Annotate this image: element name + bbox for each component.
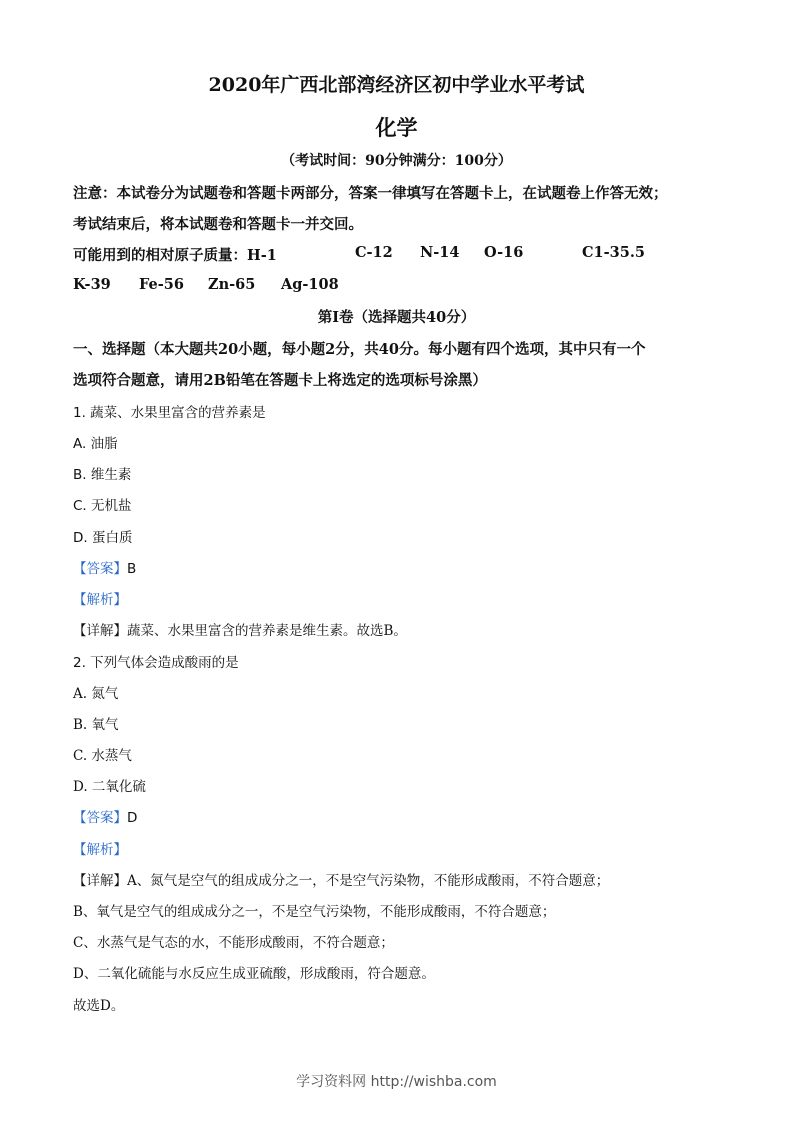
atomic-mass-item: C1-35.5 — [582, 244, 645, 261]
question-2-answer — [73, 806, 753, 826]
atomic-masses-label: 可能用到的相对原子质量：H-1 — [73, 247, 277, 264]
answer-tag: 【答案】 — [73, 810, 127, 826]
notice-line-1: 注意：本试卷分为试题卷和答题卡两部分，答案一律填写在答题卡上，在试题卷上作答无效； — [73, 185, 668, 202]
question-1-option-c: C. 无机盐 — [73, 498, 132, 514]
question-1-answer — [73, 557, 753, 577]
section-instruction-1: 一、选择题（本大题共20小题，每小题2分，共40分。每小题有四个选项，其中只有一个 — [73, 341, 646, 358]
subject-title: 化学 — [375, 115, 418, 140]
question-1-detail: 【详解】蔬菜、水果里富含的营养素是维生素。故选B。 — [73, 623, 407, 639]
question-1-option-a: A. 油脂 — [73, 436, 118, 452]
question-2-option-c: C. 水蒸气 — [73, 748, 132, 764]
atomic-mass-item: K-39 — [73, 276, 111, 293]
question-1-analysis-tag: 【解析】 — [73, 592, 127, 608]
atomic-masses-row-1 — [73, 244, 753, 264]
question-2-stem: 2. 下列气体会造成酸雨的是 — [73, 655, 239, 671]
question-1-option-b: B. 维生素 — [73, 467, 132, 483]
question-2-option-d: D. 二氧化硫 — [73, 779, 146, 795]
atomic-mass-item: O-16 — [484, 244, 524, 261]
exam-time-info: （考试时间：90分钟满分：100分） — [281, 153, 512, 169]
question-2-option-b: B. 氧气 — [73, 717, 119, 733]
atomic-mass-item: Zn-65 — [208, 276, 256, 293]
question-2-analysis-tag: 【解析】 — [73, 842, 127, 858]
notice-line-2: 考试结束后，将本试题卷和答题卡一并交回。 — [73, 216, 363, 233]
question-1-option-d: D. 蛋白质 — [73, 530, 133, 546]
question-2-detail-line: 【详解】A、氮气是空气的组成成分之一，不是空气污染物，不能形成酸雨，不符合题意； — [73, 873, 610, 889]
question-2-detail-line: 故选D。 — [73, 998, 125, 1014]
section-instruction-2: 选项符合题意，请用2B铅笔在答题卡上将选定的选项标号涂黑） — [73, 372, 487, 389]
page-footer-watermark: 学习资料网 http://wishba.com — [296, 1074, 497, 1090]
answer-value: D — [127, 810, 138, 826]
question-2-detail-line: D、二氧化硫能与水反应生成亚硫酸，形成酸雨，符合题意。 — [73, 966, 435, 982]
answer-tag: 【答案】 — [73, 561, 127, 577]
question-2-detail-line: B、氧气是空气的组成成分之一，不是空气污染物，不能形成酸雨，不符合题意； — [73, 904, 556, 920]
atomic-mass-item: N-14 — [420, 244, 460, 261]
atomic-mass-item: C-12 — [355, 244, 393, 261]
question-1-stem: 1. 蔬菜、水果里富含的营养素是 — [73, 405, 266, 421]
atomic-masses-row-2 — [73, 276, 753, 296]
question-2-detail-line: C、水蒸气是气态的水，不能形成酸雨，不符合题意； — [73, 935, 394, 951]
answer-value: B — [127, 561, 137, 577]
atomic-mass-item: Ag-108 — [281, 276, 339, 293]
exam-title: 2020年广西北部湾经济区初中学业水平考试 — [208, 74, 585, 96]
question-2-option-a: A. 氮气 — [73, 686, 119, 702]
atomic-mass-item: Fe-56 — [139, 276, 184, 293]
section-title: 第I卷（选择题共40分） — [317, 309, 476, 326]
